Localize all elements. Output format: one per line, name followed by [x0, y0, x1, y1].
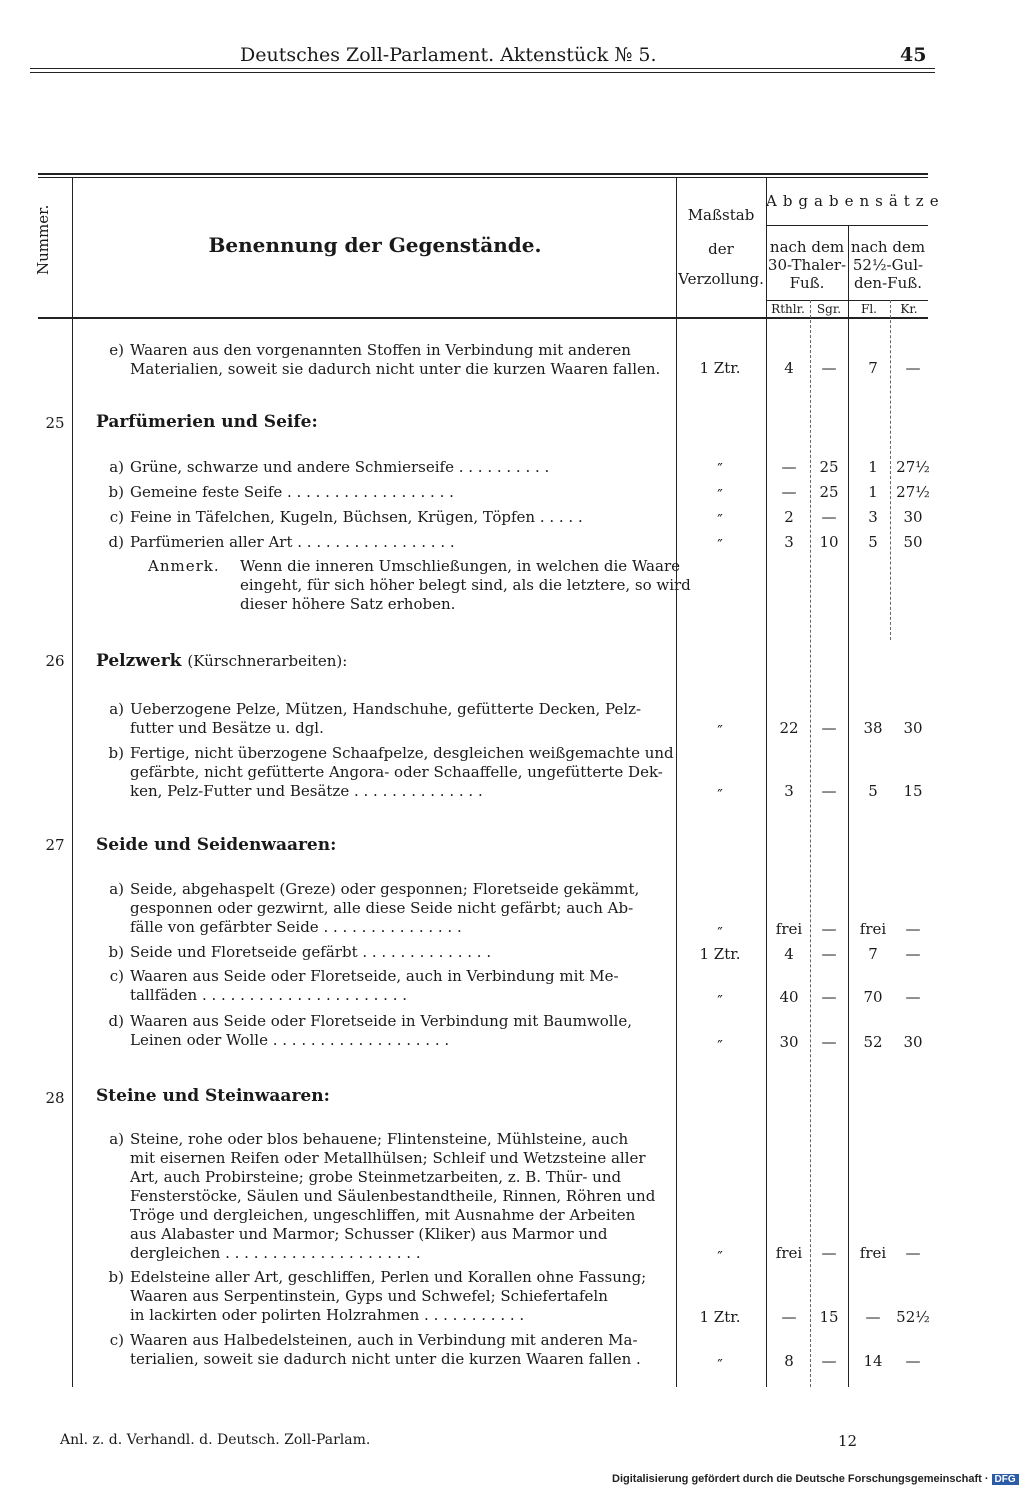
- item-letter: b): [108, 943, 124, 961]
- item-line: Parfümerien aller Art . . . . . . . . . . . . . . . . .: [130, 533, 455, 551]
- sgr-value: —: [821, 719, 837, 737]
- massstab-value: ″: [717, 460, 723, 478]
- item-line: in lackirten oder polirten Holzrahmen . . . . . . . . . . .: [130, 1306, 525, 1324]
- item-line: Feine in Täfelchen, Kugeln, Büchsen, Krügen, Töpfen . . . . .: [130, 508, 583, 526]
- fl-value: 5: [868, 533, 878, 551]
- header-gulden-1: nach dem: [850, 238, 926, 256]
- sgr-value: —: [821, 945, 837, 963]
- note-text: [240, 557, 691, 614]
- item-27c: [98, 967, 663, 1007]
- note-25: [148, 557, 691, 617]
- rthlr-value: 4: [784, 945, 794, 963]
- kr-value: 52½: [896, 1308, 930, 1326]
- kr-value: —: [905, 920, 921, 938]
- item-line: gesponnen oder gezwirnt, alle diese Seide nicht gefärbt; auch Ab-: [130, 899, 634, 917]
- item-25d: [98, 533, 663, 553]
- massstab-value: ″: [717, 924, 723, 942]
- rthlr-value: —: [781, 458, 797, 476]
- rthlr-value: frei: [775, 1244, 803, 1262]
- header-rule-double: [30, 72, 935, 73]
- header-gulden-3: den-Fuß.: [853, 274, 923, 292]
- section-number: 27: [45, 836, 65, 854]
- item-line: Leinen oder Wolle . . . . . . . . . . . . . . . . . . .: [130, 1031, 450, 1049]
- item-text: [130, 1331, 641, 1369]
- item-letter: c): [109, 967, 124, 985]
- item-line: Art, auch Probirsteine; grobe Steinmetzarbeiten, z. B. Thür- und: [130, 1168, 622, 1186]
- item-letter: e): [109, 341, 124, 359]
- fl-value: 52: [863, 1033, 883, 1051]
- item-letter: c): [109, 508, 124, 526]
- item-line: Waaren aus Seide oder Floretseide in Verbindung mit Baumwolle,: [130, 1012, 632, 1030]
- col-divider-rthlr: [766, 177, 767, 1387]
- rthlr-value: 2: [784, 508, 794, 526]
- item-28c: [98, 1331, 663, 1371]
- fl-value: 3: [868, 508, 878, 526]
- digitization-credit: [612, 1473, 1019, 1485]
- section-title-text: Pelzwerk: [96, 651, 182, 671]
- item-line: Waaren aus Seide oder Floretseide, auch in Verbindung mit Me-: [130, 967, 619, 985]
- kr-value: —: [905, 988, 921, 1006]
- header-nummer: Nummer.: [34, 204, 52, 275]
- item-text: [130, 1268, 646, 1325]
- rthlr-value: 3: [784, 782, 794, 800]
- sgr-value: 25: [819, 458, 839, 476]
- header-gulden-2: 52½-Gul-: [852, 256, 924, 274]
- table-top-rule: [38, 173, 928, 175]
- kr-value: 50: [903, 533, 923, 551]
- item-text: [130, 744, 674, 801]
- item-line: terialien, soweit sie dadurch nicht unter die kurzen Waaren fallen .: [130, 1350, 641, 1368]
- header-benennung: Benennung der Gegenstände.: [208, 233, 542, 257]
- section-title: Steine und Steinwaaren:: [96, 1086, 330, 1106]
- section-number: 28: [45, 1089, 65, 1107]
- item-line: dergleichen . . . . . . . . . . . . . . . . . . . . .: [130, 1244, 421, 1262]
- item-text: [130, 1012, 632, 1050]
- section-title: Parfümerien und Seife:: [96, 412, 318, 432]
- header-thaler-3: Fuß.: [789, 274, 825, 292]
- item-letter: a): [109, 1130, 124, 1148]
- item-letter: b): [108, 483, 124, 501]
- item-27a: [98, 880, 663, 940]
- kr-value: 15: [903, 782, 923, 800]
- rthlr-value: 4: [784, 359, 794, 377]
- fl-value: 7: [868, 945, 878, 963]
- sgr-value: —: [821, 1244, 837, 1262]
- item-letter: a): [109, 458, 124, 476]
- note-line: eingeht, für sich höher belegt sind, als die letztere, so wird: [240, 576, 691, 594]
- item-text: [130, 967, 619, 1005]
- kr-value: 30: [903, 719, 923, 737]
- item-27d: [98, 1012, 663, 1052]
- fl-value: 14: [863, 1352, 883, 1370]
- section-title: Seide und Seidenwaaren:: [96, 835, 337, 855]
- item-line: gefärbte, nicht gefütterte Angora- oder Schaaffelle, ungefütterte Dek-: [130, 763, 663, 781]
- massstab-value: ″: [717, 992, 723, 1010]
- item-27b: [98, 943, 663, 963]
- rthlr-value: 3: [784, 533, 794, 551]
- section-number: 25: [45, 414, 65, 432]
- item-line: Fensterstöcke, Säulen und Säulenbestandtheile, Rinnen, Röhren und: [130, 1187, 656, 1205]
- header-massstab-1: Maßstab: [687, 206, 755, 224]
- header-kr: Kr.: [900, 302, 918, 316]
- item-line: Fertige, nicht überzogene Schaafpelze, desgleichen weißgemachte und: [130, 744, 674, 762]
- col-divider-fl: [848, 225, 849, 1387]
- fl-value: 5: [868, 782, 878, 800]
- section-number: 26: [45, 652, 65, 670]
- sgr-value: 10: [819, 533, 839, 551]
- note-line: dieser höhere Satz erhoben.: [240, 595, 456, 613]
- item-letter: a): [109, 700, 124, 718]
- header-massstab-2: der: [708, 240, 734, 258]
- fl-value: 7: [868, 359, 878, 377]
- massstab-value: ″: [717, 1248, 723, 1266]
- header-sgr: Sgr.: [816, 302, 842, 316]
- sgr-value: 25: [819, 483, 839, 501]
- table-header-bottom-rule: [38, 317, 928, 319]
- item-text: [130, 508, 583, 527]
- rthlr-value: 8: [784, 1352, 794, 1370]
- fl-value: 1: [868, 458, 878, 476]
- abgaben-header-rule: [766, 225, 928, 226]
- item-text: [130, 341, 660, 379]
- rthlr-value: 22: [779, 719, 799, 737]
- item-letter: a): [109, 880, 124, 898]
- massstab-value: 1 Ztr.: [699, 945, 741, 963]
- massstab-value: ″: [717, 722, 723, 740]
- note-line: Wenn die inneren Umschließungen, in welchen die Waare: [240, 557, 680, 575]
- digitization-credit-text: Digitalisierung gefördert durch die Deutsche Forschungsgemeinschaft ·: [612, 1473, 989, 1485]
- item-24e: [98, 341, 663, 381]
- massstab-value: ″: [717, 1356, 723, 1374]
- item-26a: [98, 700, 663, 740]
- item-text: [130, 533, 455, 552]
- sgr-value: —: [821, 988, 837, 1006]
- item-line: Tröge und dergleichen, ungeschliffen, mit Ausnahme der Arbeiten: [130, 1206, 636, 1224]
- unit-subheader-rule: [766, 300, 928, 301]
- sgr-value: —: [821, 920, 837, 938]
- note-label: Anmerk.: [148, 557, 220, 575]
- item-line: aus Alabaster und Marmor; Schusser (Kliker) aus Marmor und: [130, 1225, 608, 1243]
- item-25c: [98, 508, 663, 528]
- item-line: Edelsteine aller Art, geschliffen, Perlen und Korallen ohne Fassung;: [130, 1268, 647, 1286]
- header-thaler-2: 30-Thaler-: [767, 256, 847, 274]
- header-massstab-3: Verzollung.: [678, 270, 764, 288]
- header-rthlr: Rthlr.: [771, 302, 805, 316]
- rthlr-value: 30: [779, 1033, 799, 1051]
- massstab-value: 1 Ztr.: [699, 359, 741, 377]
- section-title: [96, 651, 347, 671]
- item-line: Ueberzogene Pelze, Mützen, Handschuhe, gefütterte Decken, Pelz-: [130, 700, 642, 718]
- item-letter: b): [108, 744, 124, 762]
- kr-value: 30: [903, 508, 923, 526]
- sgr-value: —: [821, 1352, 837, 1370]
- fl-value: frei: [859, 920, 887, 938]
- sgr-value: —: [821, 782, 837, 800]
- item-line: Materialien, soweit sie dadurch nicht unter die kurzen Waaren fallen.: [130, 360, 661, 378]
- header-fl: Fl.: [861, 302, 877, 316]
- kr-value: —: [905, 945, 921, 963]
- header-abgabensaetze: Abgabensätze: [766, 192, 945, 210]
- item-text: [130, 483, 454, 502]
- fl-value: 70: [863, 988, 883, 1006]
- item-line: Grüne, schwarze und andere Schmierseife . . . . . . . . . .: [130, 458, 550, 476]
- item-line: futter und Besätze u. dgl.: [130, 719, 324, 737]
- kr-value: 30: [903, 1033, 923, 1051]
- footer-signature-number: 12: [838, 1432, 858, 1450]
- rthlr-value: frei: [775, 920, 803, 938]
- kr-value: 27½: [896, 483, 930, 501]
- item-line: tallfäden . . . . . . . . . . . . . . . . . . . . . .: [130, 986, 407, 1004]
- fl-value: frei: [859, 1244, 887, 1262]
- massstab-value: 1 Ztr.: [699, 1308, 741, 1326]
- massstab-value: ″: [717, 536, 723, 554]
- sgr-value: —: [821, 1033, 837, 1051]
- header-thaler-1: nach dem: [769, 238, 845, 256]
- item-line: Seide und Floretseide gefärbt . . . . . . . . . . . . . .: [130, 943, 492, 961]
- item-25a: [98, 458, 663, 478]
- header-rule: [30, 68, 935, 69]
- item-28a: [98, 1130, 663, 1265]
- footer-publication-note: Anl. z. d. Verhandl. d. Deutsch. Zoll-Parlam.: [60, 1432, 371, 1448]
- item-line: Waaren aus Halbedelsteinen, auch in Verbindung mit anderen Ma-: [130, 1331, 638, 1349]
- sgr-value: —: [821, 359, 837, 377]
- fl-value: 38: [863, 719, 883, 737]
- item-text: [130, 458, 549, 477]
- item-28b: [98, 1268, 663, 1328]
- item-letter: d): [108, 533, 124, 551]
- massstab-value: ″: [717, 1037, 723, 1055]
- table-top-rule-inner: [38, 177, 928, 178]
- massstab-value: ″: [717, 486, 723, 504]
- item-line: Waaren aus den vorgenannten Stoffen in Verbindung mit anderen: [130, 341, 631, 359]
- massstab-value: ″: [717, 511, 723, 529]
- massstab-value: ″: [717, 786, 723, 804]
- running-header-title: Deutsches Zoll-Parlament. Aktenstück № 5.: [240, 44, 657, 66]
- item-25b: [98, 483, 663, 503]
- kr-value: 27½: [896, 458, 930, 476]
- item-text: [130, 1130, 655, 1263]
- item-line: Waaren aus Serpentinstein, Gyps und Schwefel; Schiefertafeln: [130, 1287, 608, 1305]
- kr-value: —: [905, 1244, 921, 1262]
- kr-value: —: [905, 359, 921, 377]
- section-title-note: (Kürschnerarbeiten):: [187, 652, 348, 670]
- item-letter: b): [108, 1268, 124, 1286]
- sgr-value: 15: [819, 1308, 839, 1326]
- sgr-value: —: [821, 508, 837, 526]
- dfg-logo: DFG: [992, 1474, 1019, 1485]
- item-text: [130, 700, 641, 738]
- kr-value: —: [905, 1352, 921, 1370]
- item-text: [130, 880, 639, 937]
- item-line: Steine, rohe oder blos behauene; Flintensteine, Mühlsteine, auch: [130, 1130, 629, 1148]
- rthlr-value: 40: [779, 988, 799, 1006]
- fl-value: —: [865, 1308, 881, 1326]
- item-text: [130, 943, 491, 962]
- item-line: Gemeine feste Seife . . . . . . . . . . . . . . . . . .: [130, 483, 454, 501]
- item-line: ken, Pelz-Futter und Besätze . . . . . . . . . . . . . .: [130, 782, 483, 800]
- fl-value: 1: [868, 483, 878, 501]
- rthlr-value: —: [781, 1308, 797, 1326]
- item-line: mit eisernen Reifen oder Metallhülsen; Schleif und Wetzsteine aller: [130, 1149, 646, 1167]
- rthlr-value: —: [781, 483, 797, 501]
- page-number: 45: [900, 44, 927, 66]
- col-divider-number: [72, 177, 73, 1387]
- item-26b: [98, 744, 674, 804]
- item-letter: c): [109, 1331, 124, 1349]
- item-line: Seide, abgehaspelt (Greze) oder gesponnen; Floretseide gekämmt,: [130, 880, 640, 898]
- item-line: fälle von gefärbter Seide . . . . . . . . . . . . . . .: [130, 918, 462, 936]
- item-letter: d): [108, 1012, 124, 1030]
